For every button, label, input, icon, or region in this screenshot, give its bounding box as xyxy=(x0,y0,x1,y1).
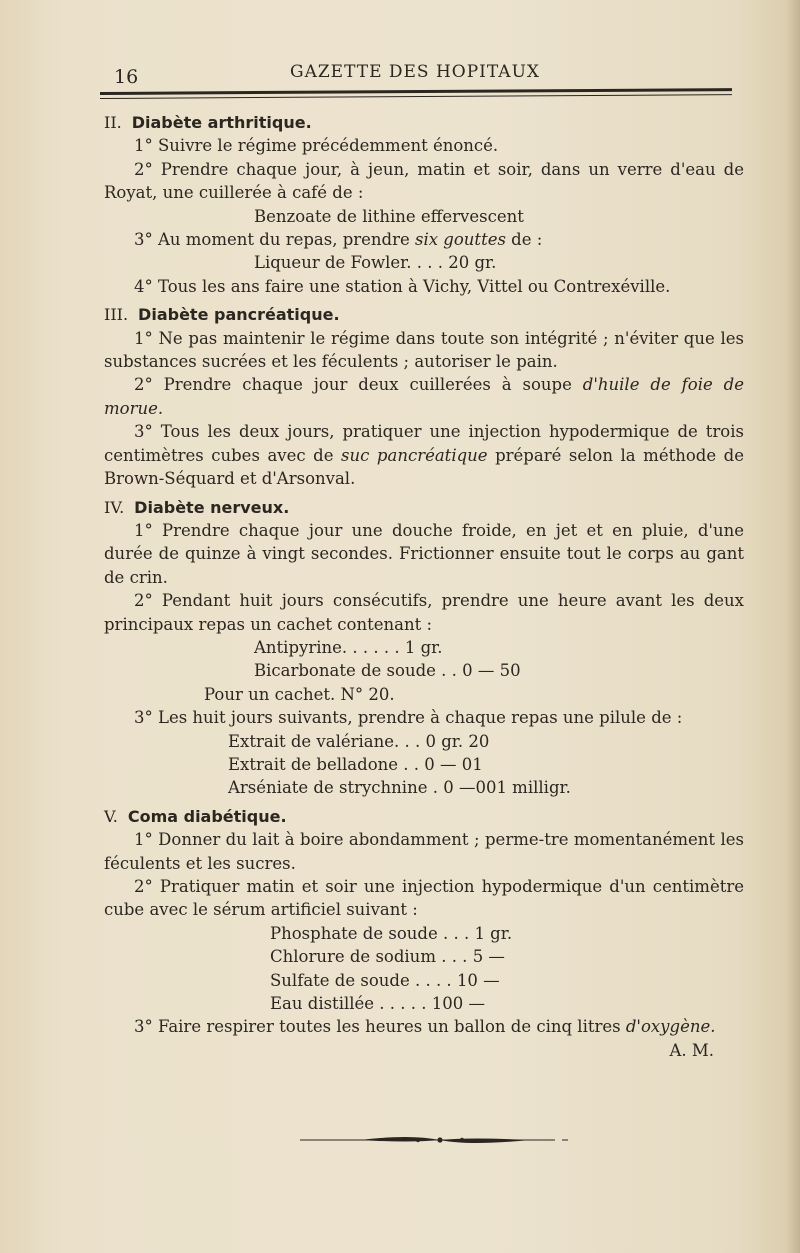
section-numeral: III. xyxy=(104,305,129,325)
section-title: Coma diabétique. xyxy=(127,806,287,826)
dose: 0 gr. 20 xyxy=(425,731,490,751)
ingredient: Chlorure de sodium . . . xyxy=(270,947,473,967)
ingredient: Extrait de belladone . . xyxy=(228,754,425,774)
text: de : xyxy=(505,230,543,250)
section-numeral: II. xyxy=(104,113,122,132)
paragraph: 2° Pratiquer matin et soir une injection hypodermique d'un centimètre cube avec le sérum artificiel suivant : xyxy=(104,877,744,920)
italic-text: d'oxygène. xyxy=(625,1017,716,1037)
paragraph: 1° Donner du lait à boire abondamment ; perme-tre momentanément les féculents et les sucres. xyxy=(104,830,744,873)
italic-text: six gouttes xyxy=(415,230,506,250)
text: 2° Prendre chaque jour deux cuillerées à soupe xyxy=(134,375,583,395)
paragraph xyxy=(104,1015,744,1038)
prescription-row xyxy=(104,922,744,945)
dose: 0 — 01 xyxy=(424,754,483,774)
fleuron-ornament xyxy=(300,1132,570,1146)
prescription-row xyxy=(104,776,744,799)
section-heading-nerveux xyxy=(104,496,744,519)
paragraph: 1° Suivre le régime précédemment énoncé. xyxy=(134,136,499,156)
paragraph: 3° Les huit jours suivants, prendre à chaque repas une pilule de : xyxy=(134,708,683,728)
section-heading-arthritique xyxy=(104,111,744,134)
prescription-row xyxy=(104,992,744,1015)
page-edge-shadow xyxy=(786,0,800,1253)
ingredient: Arséniate de strychnine . xyxy=(228,778,444,798)
text: 3° Au moment du repas, prendre xyxy=(134,230,416,250)
dose: 0 —001 milligr. xyxy=(443,778,571,798)
section-heading-coma xyxy=(104,805,744,828)
paragraph xyxy=(104,373,744,420)
text: 3° Tous les deux jours, pratiquer une injection hypodermique de trois centimètres cubes avec de xyxy=(104,422,744,465)
prescription-row xyxy=(104,945,744,968)
prescription-row xyxy=(104,969,744,992)
section-heading-pancreatique xyxy=(104,303,744,326)
ingredient: Bicarbonate de soude . . xyxy=(254,661,463,681)
ingredient: Liqueur de Fowler. . . . xyxy=(254,253,449,273)
dose: 100 — xyxy=(431,994,485,1014)
section-title: Diabète nerveux. xyxy=(134,497,290,517)
paragraph: 1° Ne pas maintenir le régime dans toute son intégrité ; n'éviter que les substances sucrées et les féculents ; autoriser le pain. xyxy=(104,328,744,372)
prescription-row xyxy=(104,251,744,274)
paragraph: 1° Prendre chaque jour une douche froide, en jet et en pluie, d'une durée de quinze à vingt secondes. Frictionner ensuite tout le corps au gant de crin. xyxy=(104,520,744,587)
prescription-row xyxy=(104,659,744,682)
fleuron-dot xyxy=(416,1138,420,1142)
paragraph xyxy=(104,228,744,251)
page-number: 16 xyxy=(114,66,139,88)
italic-text: d'huile de foie de morue. xyxy=(104,375,744,418)
prescription-row xyxy=(104,636,744,659)
section-numeral: V. xyxy=(104,806,118,826)
dose: 10 — xyxy=(456,970,500,990)
dose: 5 — xyxy=(472,947,505,967)
ingredient: Extrait de valériane. . . xyxy=(228,731,426,751)
section-title: Diabète pancréatique. xyxy=(138,305,340,325)
italic-text: suc pancréatique xyxy=(341,445,488,465)
fleuron-dot xyxy=(460,1138,464,1142)
journal-title: GAZETTE DES HOPITAUX xyxy=(290,62,541,82)
ingredient: Eau distillée . . . . . xyxy=(270,994,432,1014)
text: préparé selon la méthode de Brown-Séquard et d'Arsonval. xyxy=(104,445,744,489)
fleuron-swell xyxy=(360,1137,530,1143)
ingredient: Sulfate de soude . . . . xyxy=(270,970,457,990)
dose: 20 gr. xyxy=(448,253,497,273)
ingredient: Phosphate de soude . . . xyxy=(270,923,475,943)
text: 3° Faire respirer toutes les heures un ballon de cinq litres xyxy=(134,1017,626,1037)
dose: 1 gr. xyxy=(474,923,513,943)
prescription-note: Pour un cachet. N° 20. xyxy=(204,684,395,704)
prescription-item: Benzoate de lithine effervescent xyxy=(254,206,524,226)
dose: 1 gr. xyxy=(404,637,443,657)
section-numeral: IV. xyxy=(104,497,125,517)
paragraph: 2° Prendre chaque jour, à jeun, matin et soir, dans un verre d'eau de Royat, une cuillerée à café de : xyxy=(104,159,744,203)
dose: 0 — 50 xyxy=(462,661,521,681)
paragraph: 2° Pendant huit jours consécutifs, prendre une heure avant les deux principaux repas un cachet contenant : xyxy=(104,591,744,634)
fleuron-dot xyxy=(437,1137,442,1142)
prescription-row xyxy=(104,753,744,776)
prescription-row xyxy=(104,730,744,753)
article-body xyxy=(104,106,744,1062)
ingredient: Antipyrine. . . . . . xyxy=(254,637,405,657)
paragraph: 4° Tous les ans faire une station à Vichy, Vittel ou Contrexéville. xyxy=(134,276,671,296)
author-signature: A. M. xyxy=(669,1040,714,1060)
paragraph xyxy=(104,420,744,490)
section-title: Diabète arthritique. xyxy=(131,113,312,132)
